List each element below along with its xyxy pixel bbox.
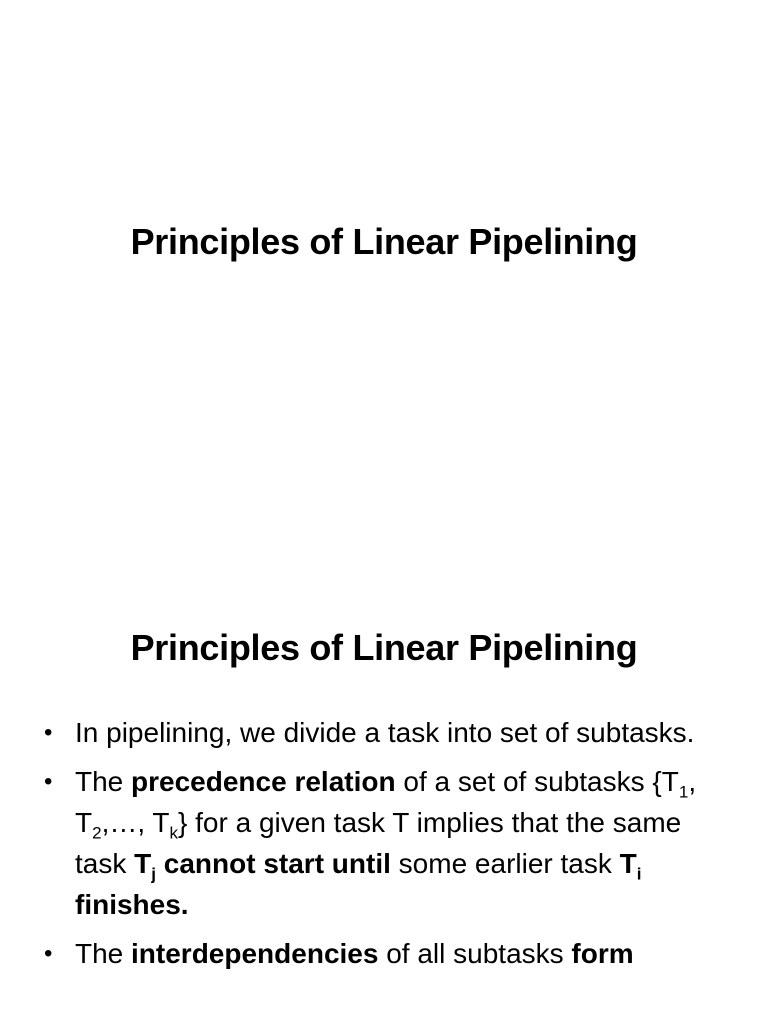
text-run: The — [75, 938, 132, 969]
text-run: ,…, T — [101, 807, 170, 838]
subscript: i — [636, 864, 642, 884]
bold-term: cannot start until — [155, 848, 391, 879]
content-slide — [0, 576, 768, 1024]
bullet-item — [44, 712, 734, 753]
text-run: of all subtasks — [378, 938, 572, 969]
subscript: j — [151, 864, 156, 884]
text-run: of a set of subtasks {T — [395, 766, 679, 797]
slide-title: Principles of Linear Pipelining — [130, 221, 638, 262]
bullet-text — [75, 938, 634, 969]
bold-term: form — [571, 938, 634, 969]
text-run: } for a given task T implies that the same task — [75, 807, 682, 879]
bullet-marker: • — [44, 719, 53, 746]
bullet-item — [44, 761, 734, 925]
bullet-text: In pipelining, we divide a task into set of subtasks. — [75, 717, 695, 748]
bold-term: precedence relation — [131, 766, 396, 797]
bold-term: T — [134, 848, 152, 879]
text-run: The — [75, 766, 132, 797]
subscript: 1 — [678, 782, 689, 802]
bullet-marker: • — [44, 768, 53, 795]
bold-term: interdependencies — [131, 938, 379, 969]
bullet-text — [75, 766, 696, 920]
bullet-marker: • — [44, 940, 53, 967]
subscript: k — [169, 823, 179, 843]
bold-term: finishes. — [75, 889, 189, 920]
subscript: 2 — [92, 823, 102, 843]
text-run: , T — [75, 766, 697, 838]
bold-term: T — [619, 848, 637, 879]
slide-title: Principles of Linear Pipelining — [130, 627, 638, 668]
bullet-list — [44, 712, 734, 982]
text-run: some earlier task — [390, 848, 620, 879]
bullet-item — [44, 933, 734, 974]
